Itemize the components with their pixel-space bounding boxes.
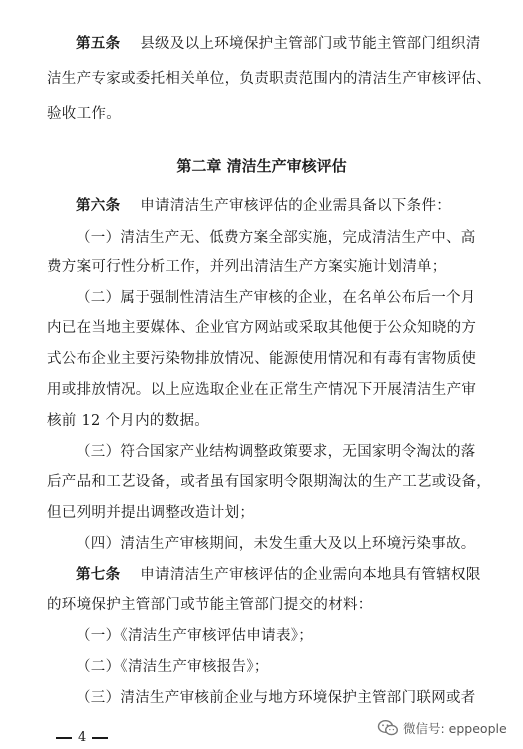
chapter-2-title: 第二章 清洁生产审核评估	[176, 157, 347, 175]
article-6-condition-2-line-5: 核前 12 个月内的数据。	[47, 413, 210, 429]
page-number: 4	[78, 730, 87, 745]
article-7-material-3: （三）清洁生产审核前企业与地方环境保护主管部门联网或者	[76, 690, 476, 706]
article-5-line-1: 第五条 县级及以上环境保护主管部门或节能主管部门组织清	[76, 36, 481, 52]
article-6-condition-2-line-2: 内已在当地主要媒体、企业官方网站或采取其他便于公众知晓的方	[47, 320, 477, 336]
article-6-condition-1-line-1: （一）清洁生产无、低费方案全部实施，完成清洁生产中、高	[76, 230, 476, 246]
article-6-condition-1-line-2: 费方案可行性分析工作，并列出清洁生产方案实施计划清单；	[47, 259, 447, 275]
article-7-line-2: 的环境保护主管部门或节能主管部门提交的材料：	[47, 597, 373, 613]
wechat-watermark	[377, 719, 507, 737]
page-footer	[50, 729, 114, 747]
footer-dash-right	[92, 737, 108, 739]
article-7-material-2: （二）《清洁生产审核报告》；	[76, 659, 269, 675]
article-6-line-1: 第六条 申请清洁生产审核评估的企业需具备以下条件：	[76, 198, 452, 214]
footer-dash-left	[56, 737, 72, 739]
article-7-line-1: 第七条 申请清洁生产审核评估的企业需向本地具有管辖权限	[76, 567, 481, 583]
article-6-condition-3-line-1: （三）符合国家产业结构调整政策要求，无国家明令淘汰的落	[76, 444, 476, 460]
article-5-line-2: 洁生产专家或委托相关单位，负责职责范围内的清洁生产审核评估、	[47, 71, 491, 87]
article-6-condition-3-line-3: 但已列明并提出调整改造计划；	[47, 505, 255, 521]
wechat-icon	[377, 719, 399, 737]
article-6-condition-2-line-3: 式公布企业主要污染物排放情况、能源使用情况和有毒有害物质使	[47, 351, 477, 367]
article-5-line-3: 验收工作。	[47, 106, 121, 122]
article-6-condition-2-line-1: （二）属于强制性清洁生产审核的企业，在名单公布后一个月	[76, 290, 476, 306]
article-6-condition-2-line-4: 用或排放情况。以上应选取企业在正常生产情况下开展清洁生产审	[47, 382, 477, 398]
watermark-text: 微信号: eppeople	[403, 721, 507, 736]
article-6-condition-4-line-1: （四）清洁生产审核期间，未发生重大及以上环境污染事故。	[76, 536, 476, 552]
article-7-number: 第七条	[76, 567, 121, 583]
article-6-number: 第六条	[76, 198, 121, 214]
article-7-material-1: （一）《清洁生产审核评估申请表》；	[76, 628, 314, 644]
article-6-condition-3-line-2: 后产品和工艺设备，或者虽有国家明令限期淘汰的生产工艺或设备，	[47, 474, 491, 490]
article-5-number: 第五条	[76, 36, 121, 52]
